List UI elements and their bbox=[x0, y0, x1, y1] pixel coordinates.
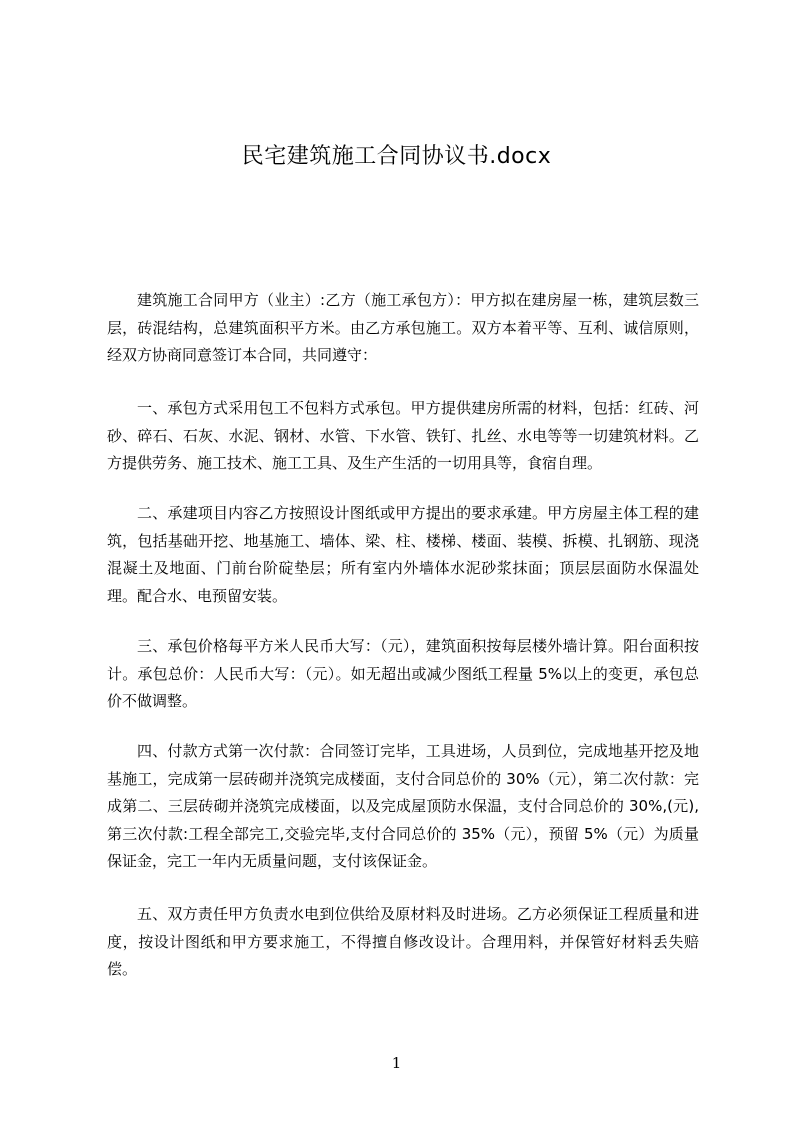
paragraph-responsibilities: 五、双方责任甲方负责水电到位供给及原材料及时进场。乙方必须保证工程质量和进度，按设计图纸和甲方要求施工，不得擅自修改设计。合理用料，并保管好材料丢失赔偿。 bbox=[107, 905, 699, 978]
paragraph-contract-method: 一、承包方式采用包工不包料方式承包。甲方提供建房所需的材料，包括：红砖、河砂、碎石、石灰、水泥、钢材、水管、下水管、铁钉、扎丝、水电等等一切建筑材料。乙方提供劳务、施工技术、施工工具、及生产生活的一切用具等，食宿自理。 bbox=[107, 399, 699, 472]
document-title: 民宅建筑施工合同协议书.docx bbox=[241, 144, 552, 169]
paragraph-contract-price: 三、承包价格每平方米人民币大写：（元），建筑面积按每层楼外墙计算。阳台面积按计。承包总价：人民币大写：（元）。如无超出或减少图纸工程量 5%以上的变更，承包总价不做调整。 bbox=[107, 637, 699, 710]
page-number: 1 bbox=[391, 1054, 402, 1072]
paragraph-project-content: 二、承建项目内容乙方按照设计图纸或甲方提出的要求承建。甲方房屋主体工程的建筑，包括基础开挖、地基施工、墙体、梁、柱、楼梯、楼面、装模、拆模、扎钢筋、现浇混凝土及地面、门前台阶碇垫层；所有室内外墙体水泥砂浆抹面；顶层层面防水保温处理。配合水、电预留安装。 bbox=[107, 504, 699, 605]
paragraph-payment-method: 四、付款方式第一次付款：合同签订完毕，工具进场，人员到位，完成地基开挖及地基施工，完成第一层砖砌并浇筑完成楼面，支付合同总价的 30%（元），第二次付款：完成第二、三层砖砌并浇筑完成楼面，以及完成屋顶防水保温，支付合同总价的 30%,(元),第三次付款:工程全部完工,交验完毕,支付合同总价的 35%（元），预留 5%（元）为质量保证金，完工一年内无质量问题，支付该保证金。 bbox=[107, 742, 699, 870]
paragraph-preamble: 建筑施工合同甲方（业主）:乙方（施工承包方）：甲方拟在建房屋一栋，建筑层数三层，砖混结构，总建筑面积平方米。由乙方承包施工。双方本着平等、互利、诚信原则，经双方协商同意签订本合同，共同遵守： bbox=[107, 291, 699, 364]
